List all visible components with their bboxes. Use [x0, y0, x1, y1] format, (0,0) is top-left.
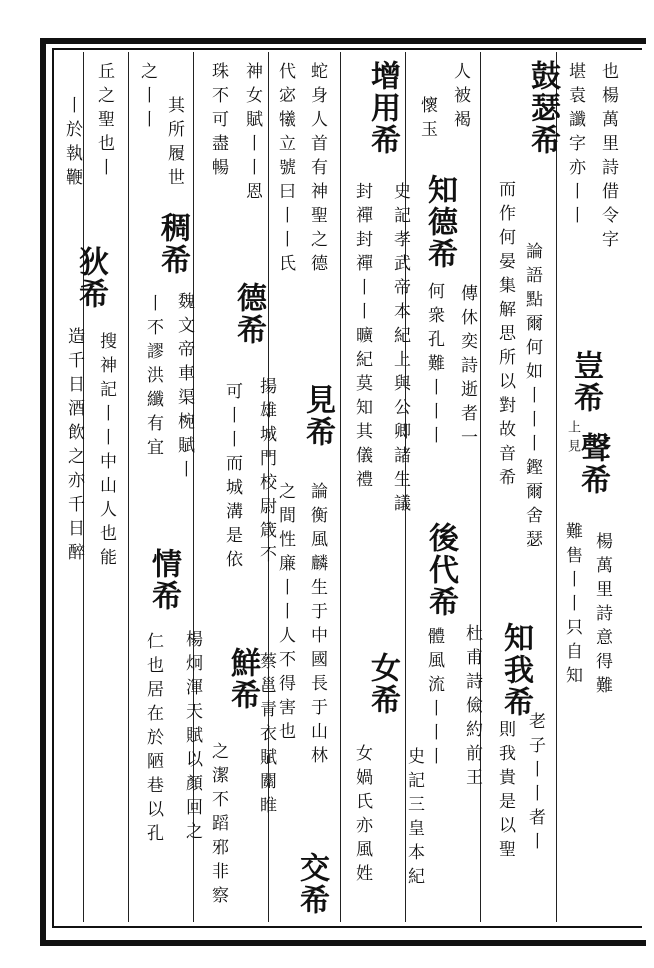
entry-headword: 見希: [300, 384, 335, 448]
column-rule: [340, 52, 341, 922]
column-text: 女媧氏亦風姓: [352, 744, 372, 888]
entry-headword: 鼓瑟希: [525, 60, 560, 156]
column-text: 楊萬里詩意得難: [592, 532, 612, 700]
column-text: 史記孝武帝本紀上與公卿諸生議: [390, 182, 410, 518]
column-text: 懷玉: [417, 96, 437, 144]
column-text: 之間性廉丨丨人不得害也: [275, 482, 295, 746]
entry-headword: 女希: [365, 652, 400, 716]
entry-headword: 情希: [146, 548, 181, 612]
text-column: [155, 52, 202, 922]
column-text: 史記三皇本紀: [404, 747, 424, 891]
entry-headword: 交希: [294, 852, 329, 916]
column-text: 老子丨丨者丨: [525, 712, 545, 856]
column-text: 杜甫詩儉約前王: [462, 624, 482, 792]
column-text: 而作何晏集解思所以對故音希: [495, 180, 515, 492]
column-text: 搜神記丨丨中山人也能: [96, 332, 116, 572]
column-text: 也楊萬里詩借令字: [598, 62, 618, 254]
column-text: 體風流丨丨丨: [424, 627, 444, 771]
column-text: 丨不謬洪纖有宜: [143, 294, 163, 462]
column-text: 傳休奕詩逝者一: [457, 284, 477, 452]
column-text: 魏文帝車渠椀賦丨: [174, 292, 194, 484]
column-text: 何衆孔難丨丨丨: [424, 282, 444, 450]
column-text: 丘之聖也丨: [94, 62, 114, 182]
entry-headword: 豈希: [568, 350, 603, 414]
column-text: 之潔不蹈邪非察: [208, 742, 228, 910]
column-text: 蔡邕青衣賦關睢: [256, 652, 276, 820]
column-text: 論語點爾何如丨丨丨鏗爾舍瑟: [522, 242, 542, 554]
column-text: 則我貴是以聖: [495, 720, 515, 864]
column-text: 論衡風麟生于中國長于山林: [307, 482, 327, 770]
column-text: 揚雄城門校尉箴不: [256, 377, 276, 569]
text-column: [560, 52, 590, 922]
column-text: 造千日酒飲之亦千日醉: [64, 327, 84, 567]
column-note: 上見: [565, 420, 580, 458]
entry-headword: 鮮希: [225, 647, 260, 711]
column-text: 楊炯渾天賦以顏回之: [182, 630, 202, 846]
entry-headword: 後代希: [423, 522, 458, 618]
column-text: 代宓犧立號曰丨丨氏: [275, 62, 295, 278]
text-column: [350, 52, 380, 922]
column-text: 其所履世: [164, 96, 184, 192]
column-rule: [128, 52, 129, 922]
entry-headword: 知我希: [498, 622, 533, 718]
text-column: [300, 52, 335, 922]
column-text: 神女賦丨丨恩: [242, 62, 262, 206]
column-text: 丨於執鞭: [62, 96, 82, 192]
text-column: [493, 52, 523, 922]
entry-headword: 德希: [231, 282, 266, 346]
entry-headword: 聲希: [575, 432, 610, 496]
text-column: [60, 52, 90, 922]
column-text: 可丨丨而城溝是依: [222, 382, 242, 574]
column-rule: [556, 52, 557, 922]
column-text: 難售丨丨只自知: [562, 522, 582, 690]
column-text: 蛇身人首有神聖之德: [307, 62, 327, 278]
entry-headword: 知德希: [422, 174, 457, 270]
entry-headword: 稠希: [155, 212, 190, 276]
column-text: 之丨丨: [137, 62, 157, 134]
text-column: [206, 52, 236, 922]
column-text: 封禪封禪丨丨曠紀莫知其儀禮: [352, 182, 372, 494]
column-text: 仁也居在於陋巷以孔: [143, 632, 163, 848]
entry-headword: 狄希: [73, 246, 108, 310]
entry-headword: 增用希: [365, 60, 400, 156]
column-text: 人被褐: [450, 62, 470, 134]
column-text: 堪袁讖字亦丨丨: [565, 62, 585, 230]
column-text: 珠不可盡暢: [208, 62, 228, 182]
